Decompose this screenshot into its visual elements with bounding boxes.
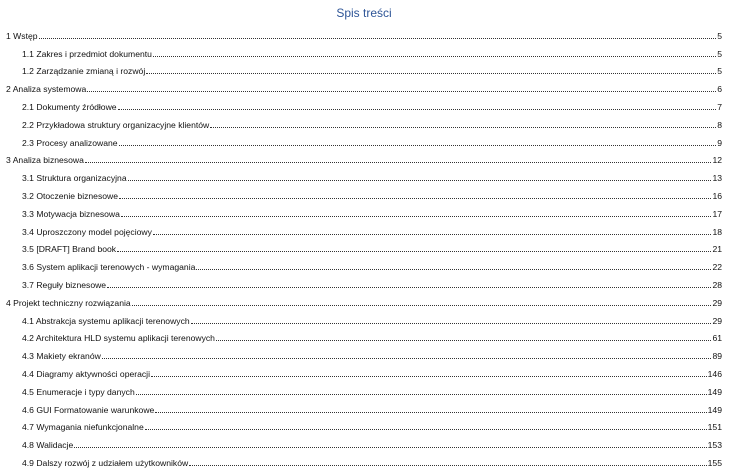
toc-entry-label[interactable]: 4.1 Abstrakcja systemu aplikacji terenowych [22, 315, 190, 326]
toc-entry-page-number[interactable]: 146 [707, 368, 722, 379]
toc-entry-page-number[interactable]: 7 [717, 101, 722, 112]
toc-entry-label[interactable]: 4.8 Walidacje [22, 440, 74, 451]
toc-entry-page-number[interactable]: 6 [717, 84, 722, 95]
toc-entry[interactable] [6, 184, 722, 202]
toc-entry[interactable] [6, 24, 722, 42]
dot-leader [128, 180, 712, 181]
dot-leader [118, 109, 717, 110]
dot-leader [153, 234, 712, 235]
dot-leader [210, 127, 716, 128]
toc-entry-label[interactable]: 3.3 Motywacja biznesowa [22, 208, 120, 219]
toc-entry-page-number[interactable]: 22 [712, 262, 722, 273]
table-of-contents [6, 0, 722, 469]
toc-entry-page-number[interactable]: 18 [712, 226, 722, 237]
toc-entry-label[interactable]: 4.4 Diagramy aktywności operacji [22, 368, 151, 379]
toc-entry[interactable] [6, 113, 722, 131]
toc-entry-label[interactable]: 2.2 Przykładowa struktury organizacyjne klientów [22, 119, 210, 130]
toc-entry[interactable] [6, 327, 722, 345]
toc-entry[interactable] [6, 77, 722, 95]
dot-leader [146, 73, 716, 74]
toc-entry[interactable] [6, 202, 722, 220]
toc-entry-label[interactable]: 1 Wstęp [6, 30, 38, 41]
toc-entry-page-number[interactable]: 12 [712, 155, 722, 166]
dot-leader [107, 287, 711, 288]
toc-entry[interactable] [6, 95, 722, 113]
toc-entry-page-number[interactable]: 21 [712, 244, 722, 255]
toc-entry[interactable] [6, 166, 722, 184]
toc-entry-label[interactable]: 4 Projekt techniczny rozwiązania [6, 297, 131, 308]
toc-entry-page-number[interactable]: 89 [712, 351, 722, 362]
toc-entry-label[interactable]: 1.1 Zakres i przedmiot dokumentu [22, 48, 152, 59]
toc-entry-page-number[interactable]: 155 [707, 457, 722, 468]
toc-entry[interactable] [6, 131, 722, 149]
toc-entry[interactable] [6, 362, 722, 380]
toc-entry-label[interactable]: 3.2 Otoczenie biznesowe [22, 190, 119, 201]
dot-leader [117, 251, 711, 252]
toc-entry-page-number[interactable]: 17 [712, 208, 722, 219]
toc-entry[interactable] [6, 238, 722, 256]
dot-leader [39, 38, 717, 39]
dot-leader [153, 56, 716, 57]
toc-entry-label[interactable]: 3.6 System aplikacji terenowych - wymagania [22, 262, 196, 273]
dot-leader [216, 340, 711, 341]
toc-entry[interactable] [6, 291, 722, 309]
toc-list [6, 24, 722, 469]
toc-entry-label[interactable]: 2.3 Procesy analizowane [22, 137, 118, 148]
toc-entry[interactable] [6, 380, 722, 398]
toc-entry-page-number[interactable]: 29 [712, 315, 722, 326]
toc-entry-label[interactable]: 4.5 Enumeracje i typy danych [22, 386, 135, 397]
toc-entry[interactable] [6, 60, 722, 78]
dot-leader [132, 305, 712, 306]
toc-entry-label[interactable]: 4.3 Makiety ekranów [22, 351, 101, 362]
dot-leader [85, 162, 712, 163]
dot-leader [121, 216, 712, 217]
toc-title: Spis treści [336, 6, 392, 20]
toc-entry-label[interactable]: 4.6 GUI Formatowanie warunkowe [22, 404, 155, 415]
toc-entry[interactable] [6, 344, 722, 362]
toc-entry[interactable] [6, 42, 722, 60]
toc-entry-label[interactable]: 3.7 Reguły biznesowe [22, 279, 107, 290]
toc-entry-label[interactable]: 3.1 Struktura organizacyjna [22, 173, 127, 184]
toc-entry-page-number[interactable]: 61 [712, 333, 722, 344]
toc-entry-label[interactable]: 4.7 Wymagania niefunkcjonalne [22, 422, 144, 433]
toc-entry[interactable] [6, 273, 722, 291]
dot-leader [119, 198, 711, 199]
toc-entry-page-number[interactable]: 5 [717, 30, 722, 41]
dot-leader [196, 269, 711, 270]
toc-entry-page-number[interactable]: 149 [707, 404, 722, 415]
toc-entry[interactable] [6, 149, 722, 167]
dot-leader [145, 429, 707, 430]
dot-leader [102, 358, 712, 359]
dot-leader [119, 145, 717, 146]
toc-entry[interactable] [6, 416, 722, 434]
toc-entry[interactable] [6, 451, 722, 469]
toc-entry[interactable] [6, 220, 722, 238]
dot-leader [155, 412, 706, 413]
dot-leader [189, 465, 706, 466]
toc-entry-page-number[interactable]: 16 [712, 190, 722, 201]
toc-entry-page-number[interactable]: 149 [707, 386, 722, 397]
toc-entry-label[interactable]: 4.9 Dalszy rozwój z udziałem użytkowników [22, 457, 189, 468]
toc-entry-page-number[interactable]: 151 [707, 422, 722, 433]
toc-entry-page-number[interactable]: 153 [707, 440, 722, 451]
toc-entry-label[interactable]: 3 Analiza biznesowa [6, 155, 84, 166]
toc-entry-label[interactable]: 2.1 Dokumenty źródłowe [22, 101, 117, 112]
toc-entry-page-number[interactable]: 28 [712, 279, 722, 290]
toc-entry-page-number[interactable]: 13 [712, 173, 722, 184]
toc-entry-label[interactable]: 1.2 Zarządzanie zmianą i rozwój [22, 66, 146, 77]
dot-leader [136, 394, 707, 395]
toc-entry-page-number[interactable]: 9 [717, 137, 722, 148]
toc-entry-label[interactable]: 4.2 Architektura HLD systemu aplikacji terenowych [22, 333, 215, 344]
toc-entry-label[interactable]: 3.4 Uproszczony model pojęciowy [22, 226, 152, 237]
toc-entry[interactable] [6, 433, 722, 451]
toc-entry-page-number[interactable]: 5 [717, 66, 722, 77]
toc-entry[interactable] [6, 309, 722, 327]
toc-entry-label[interactable]: 2 Analiza systemowa [6, 84, 87, 95]
toc-entry-page-number[interactable]: 29 [712, 297, 722, 308]
dot-leader [191, 323, 712, 324]
toc-entry-page-number[interactable]: 8 [717, 119, 722, 130]
toc-entry[interactable] [6, 398, 722, 416]
toc-entry-label[interactable]: 3.5 [DRAFT] Brand book [22, 244, 117, 255]
dot-leader [74, 447, 706, 448]
toc-entry[interactable] [6, 255, 722, 273]
toc-entry-page-number[interactable]: 5 [717, 48, 722, 59]
dot-leader [87, 91, 716, 92]
dot-leader [151, 376, 707, 377]
